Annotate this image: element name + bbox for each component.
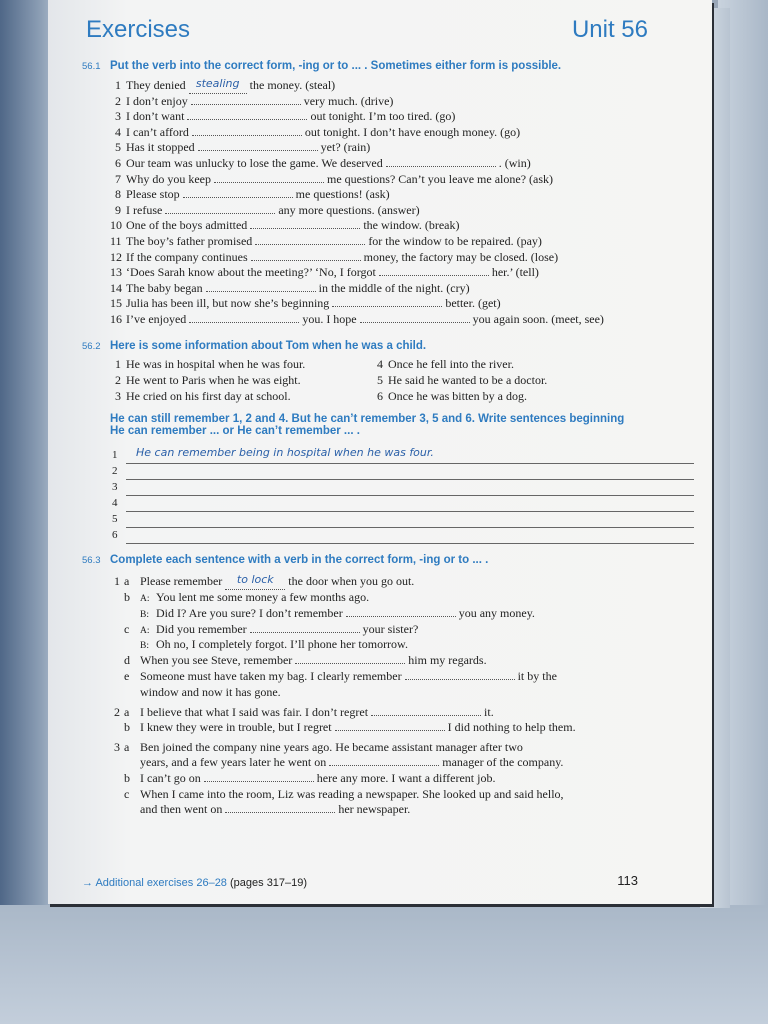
answer-blank[interactable] (183, 197, 293, 198)
item-text: If the company continues (126, 249, 248, 264)
exercise-item (114, 787, 564, 802)
item-letter (124, 771, 140, 786)
answer-blank[interactable] (187, 119, 307, 120)
item-text: Oh no, I completely forgot. I’ll phone her tomorrow. (156, 637, 408, 651)
exercise-instruction: Complete each sentence with a verb in the correct form, -ing or to ... . (110, 554, 489, 566)
item-letter (124, 720, 140, 735)
item-text: you any money. (458, 606, 535, 620)
item-number: 4 (115, 124, 121, 139)
answer-blank[interactable] (295, 663, 405, 664)
answer-line[interactable] (112, 529, 694, 544)
item-letter-text: a (124, 705, 130, 719)
answer-blank[interactable] (189, 322, 299, 323)
item-text: Did I? Are you sure? I don’t remember (156, 606, 343, 620)
exercise-item (110, 78, 335, 94)
item-text: Our team was unlucky to lose the game. We deserved (126, 156, 383, 170)
fact-number: 3 (115, 389, 121, 403)
item-text: I can’t go on (140, 771, 201, 785)
item-text: I knew they were in trouble, but I regret (140, 720, 332, 734)
answer-line[interactable] (112, 497, 694, 512)
answer-blank[interactable] (204, 781, 314, 782)
fact-number: 6 (377, 389, 383, 403)
item-number: 16 (110, 312, 122, 326)
unit-title: Unit 56 (571, 16, 648, 43)
item-text: very much. (drive) (303, 93, 394, 108)
item-text: manager of the company. (442, 755, 564, 769)
item-text: and then went on (140, 802, 223, 816)
item-number: 10 (110, 218, 122, 233)
fact-item (372, 357, 514, 372)
item-letter-text: e (124, 669, 130, 683)
item-text: you. I hope (302, 312, 357, 326)
answer-blank[interactable] (214, 182, 324, 183)
exercise-item (114, 637, 408, 654)
exercise-item (110, 250, 558, 265)
line-number: 6 (112, 529, 118, 541)
speaker-label: B: (140, 641, 149, 651)
answer-line[interactable] (112, 465, 694, 480)
footer-link[interactable] (82, 877, 307, 889)
fact-text: He went to Paris when he was eight. (126, 373, 301, 387)
fact-number: 1 (115, 357, 121, 371)
item-text: I believe that what I said was fair. I don’t regret (140, 705, 369, 719)
exercise-item (114, 685, 281, 700)
item-text: the door when you go out. (288, 574, 415, 588)
exercise-1-heading (82, 60, 682, 72)
exercise-number: 56.2 (82, 341, 101, 352)
item-text: ‘Does Sarah know about the meeting?’ ‘No, I forgot (126, 265, 376, 280)
answer-blank[interactable] (189, 78, 247, 94)
item-letter-text: b (124, 771, 130, 785)
item-text: Ben joined the company nine years ago. He became assistant manager after two (140, 740, 523, 754)
footer-pages: (pages 317–19) (230, 877, 308, 889)
item-text: it by the (517, 669, 557, 683)
answer-blank[interactable] (346, 616, 456, 617)
exercise-item (110, 281, 470, 296)
answer-blank[interactable] (191, 104, 301, 105)
item-text: One of the boys admitted (126, 218, 248, 233)
item-letter (124, 590, 140, 605)
line-number: 4 (112, 497, 118, 509)
answer-blank[interactable] (198, 150, 318, 151)
item-text: Please remember (140, 574, 223, 588)
item-letter (124, 705, 140, 720)
speaker-label: B: (140, 610, 149, 620)
item-text: out tonight. I don’t have enough money. (go) (304, 124, 521, 139)
exercise-item (114, 771, 495, 786)
item-number: 14 (110, 280, 122, 295)
answer-blank[interactable] (206, 291, 316, 292)
answer-blank[interactable] (255, 244, 365, 245)
item-number: 11 (110, 234, 122, 248)
exercise-item (110, 156, 531, 171)
handwritten-answer: stealing (195, 77, 240, 90)
item-text: any more questions. (answer) (278, 202, 420, 217)
fact-number: 4 (377, 357, 383, 371)
answer-blank[interactable] (251, 260, 361, 261)
instruction-line: He can remember ... or He can’t remember ... . (110, 425, 360, 437)
item-text: . (win) (498, 156, 531, 170)
exercise-item (114, 669, 557, 684)
item-text: They denied (126, 78, 186, 92)
item-letter (124, 653, 140, 668)
item-text: I’ve enjoyed (126, 312, 187, 326)
fact-number: 2 (115, 373, 121, 387)
answer-blank[interactable] (332, 306, 442, 307)
fact-item (372, 389, 527, 404)
exercise-number: 56.1 (82, 61, 101, 72)
answer-blank[interactable] (329, 765, 439, 766)
item-text: Why do you keep (126, 171, 211, 186)
exercise-item (114, 590, 369, 607)
exercise-item (110, 218, 460, 233)
item-letter (124, 574, 140, 589)
exercise-item (114, 740, 523, 755)
item-text: Someone must have taken my bag. I clearly remember (140, 669, 402, 683)
exercise-item (114, 606, 535, 623)
item-letter (124, 740, 140, 755)
page-title: Exercises (86, 16, 191, 43)
item-number: 8 (115, 187, 121, 202)
item-number: 15 (110, 296, 122, 311)
item-text: the money. (steal) (249, 78, 336, 92)
item-number: 9 (115, 202, 121, 217)
item-text: years, and a few years later he went on (140, 755, 327, 769)
fact-item (372, 373, 547, 388)
item-text: Please stop (126, 187, 180, 202)
item-text: I don’t enjoy (126, 93, 188, 108)
exercise-item (110, 172, 553, 187)
item-number: 2 (115, 93, 121, 108)
item-letter-text: b (124, 720, 130, 734)
exercise-item (114, 705, 494, 720)
item-text: window and now it has gone. (140, 685, 281, 699)
answer-blank[interactable] (192, 135, 302, 136)
exercise-item (110, 94, 393, 109)
item-letter-text: c (124, 787, 130, 801)
answer-blank[interactable] (250, 632, 360, 633)
exercise-item (110, 109, 455, 124)
exercise-item (110, 265, 539, 280)
exercise-instruction: Here is some information about Tom when he was a child. (110, 340, 427, 352)
exercise-item (110, 296, 501, 311)
item-letter-text: a (124, 740, 130, 754)
fact-text: He said he wanted to be a doctor. (388, 373, 548, 387)
fact-item (110, 389, 291, 404)
background-bottom (0, 905, 768, 1024)
line-number: 5 (112, 513, 118, 525)
item-letter-text: c (124, 622, 130, 636)
item-number: 3 (115, 109, 121, 124)
item-number: 13 (110, 265, 122, 280)
exercise-number: 56.3 (82, 555, 101, 566)
exercise-instruction: Put the verb into the correct form, -ing or to ... . Sometimes either form is possible. (110, 60, 562, 72)
answer-line[interactable] (112, 446, 694, 464)
answer-blank[interactable] (405, 679, 515, 680)
answer-blank[interactable] (379, 275, 489, 276)
line-number: 3 (112, 481, 118, 493)
item-number-text: 2 (114, 705, 120, 719)
item-letter-text: d (124, 653, 130, 667)
answer-line[interactable] (112, 513, 694, 528)
exercise-item (110, 203, 420, 218)
item-text: I refuse (126, 202, 163, 217)
line-number: 2 (112, 465, 118, 477)
answer-blank[interactable] (386, 166, 496, 167)
fact-text: He cried on his first day at school. (126, 389, 291, 403)
exercise-3-heading (82, 554, 682, 566)
fact-number: 5 (377, 373, 383, 387)
item-text: her.’ (tell) (491, 265, 539, 280)
item-number: 5 (115, 140, 121, 155)
item-text: me questions! (ask) (295, 187, 390, 202)
item-number: 6 (115, 156, 121, 170)
item-text: me questions? Can’t you leave me alone? (ask) (326, 171, 554, 186)
item-text: here any more. I want a different job. (316, 771, 496, 785)
item-text: out tonight. I’m too tired. (go) (310, 109, 456, 124)
item-number-text: 1 (114, 574, 120, 588)
item-text: Julia has been ill, but now she’s beginning (126, 296, 330, 311)
item-text: him my regards. (408, 653, 487, 667)
exercise-2-heading (82, 340, 682, 352)
item-letter-text: b (124, 590, 130, 604)
book-page (48, 0, 712, 904)
item-text: When you see Steve, remember (140, 653, 293, 667)
item-letter (124, 787, 140, 802)
answer-blank[interactable] (335, 730, 445, 731)
exercise-2-instruction (110, 413, 690, 437)
speaker-label: A: (140, 626, 150, 636)
exercise-item (114, 802, 410, 817)
exercise-item (110, 125, 520, 140)
item-text: her newspaper. (338, 802, 411, 816)
exercise-item (110, 140, 370, 155)
additional-exercises-link[interactable]: → Additional exercises 26–28 (82, 877, 227, 889)
fact-item (110, 373, 301, 388)
item-letter-text: a (124, 574, 130, 588)
item-text: it. (484, 705, 494, 719)
item-text: I can’t afford (126, 124, 189, 139)
item-text: When I came into the room, Liz was reading a newspaper. She looked up and said hello, (140, 787, 564, 801)
fact-text: Once he was bitten by a dog. (388, 389, 527, 403)
speaker-label: A: (140, 594, 150, 604)
item-number: 12 (110, 249, 122, 264)
item-letter (124, 622, 140, 637)
answer-blank[interactable] (225, 574, 285, 590)
item-text: your sister? (362, 622, 419, 636)
answer-blank[interactable] (165, 213, 275, 214)
page-number: 113 (617, 873, 638, 888)
item-text: I did nothing to help them. (447, 720, 576, 734)
answer-blank[interactable] (250, 228, 360, 229)
item-text: yet? (rain) (320, 140, 371, 155)
line-number: 1 (112, 449, 118, 461)
answer-blank[interactable] (225, 812, 335, 813)
item-number: 1 (115, 78, 121, 92)
fact-item (110, 357, 305, 372)
item-number: 7 (115, 171, 121, 186)
item-text: You lent me some money a few months ago. (156, 590, 370, 604)
item-number (114, 740, 124, 755)
exercise-item (110, 234, 542, 249)
instruction-line: He can still remember 1, 2 and 4. But he can’t remember 3, 5 and 6. Write sentences beginning (110, 413, 625, 425)
answer-blank[interactable] (371, 715, 481, 716)
item-text: you again soon. (meet, see) (472, 312, 604, 326)
item-text: the window. (break) (363, 218, 460, 233)
answer-line[interactable] (112, 481, 694, 496)
exercise-item (110, 312, 604, 327)
handwritten-answer: to lock (236, 573, 274, 586)
exercise-item (114, 755, 563, 770)
exercise-item (110, 187, 390, 202)
answer-blank[interactable] (360, 322, 470, 323)
item-text: The baby began (126, 280, 203, 295)
item-text: in the middle of the night. (cry) (318, 280, 470, 295)
item-text: Did you remember (156, 622, 247, 636)
handwritten-answer: He can remember being in hospital when he was four. (136, 446, 434, 459)
item-text: better. (get) (445, 296, 501, 311)
item-text: money, the factory may be closed. (lose) (363, 249, 559, 264)
item-text: Has it stopped (126, 140, 195, 155)
exercise-item (114, 653, 487, 668)
exercise-item (114, 720, 576, 735)
item-number-text: 3 (114, 740, 120, 754)
item-number (114, 574, 124, 589)
item-letter (124, 669, 140, 684)
item-text: The boy’s father promised (126, 234, 253, 248)
fact-text: He was in hospital when he was four. (126, 357, 306, 371)
item-text: for the window to be repaired. (pay) (368, 234, 542, 248)
exercise-item (114, 574, 414, 590)
item-text: I don’t want (126, 109, 185, 124)
item-number (114, 705, 124, 720)
fact-text: Once he fell into the river. (388, 357, 514, 371)
